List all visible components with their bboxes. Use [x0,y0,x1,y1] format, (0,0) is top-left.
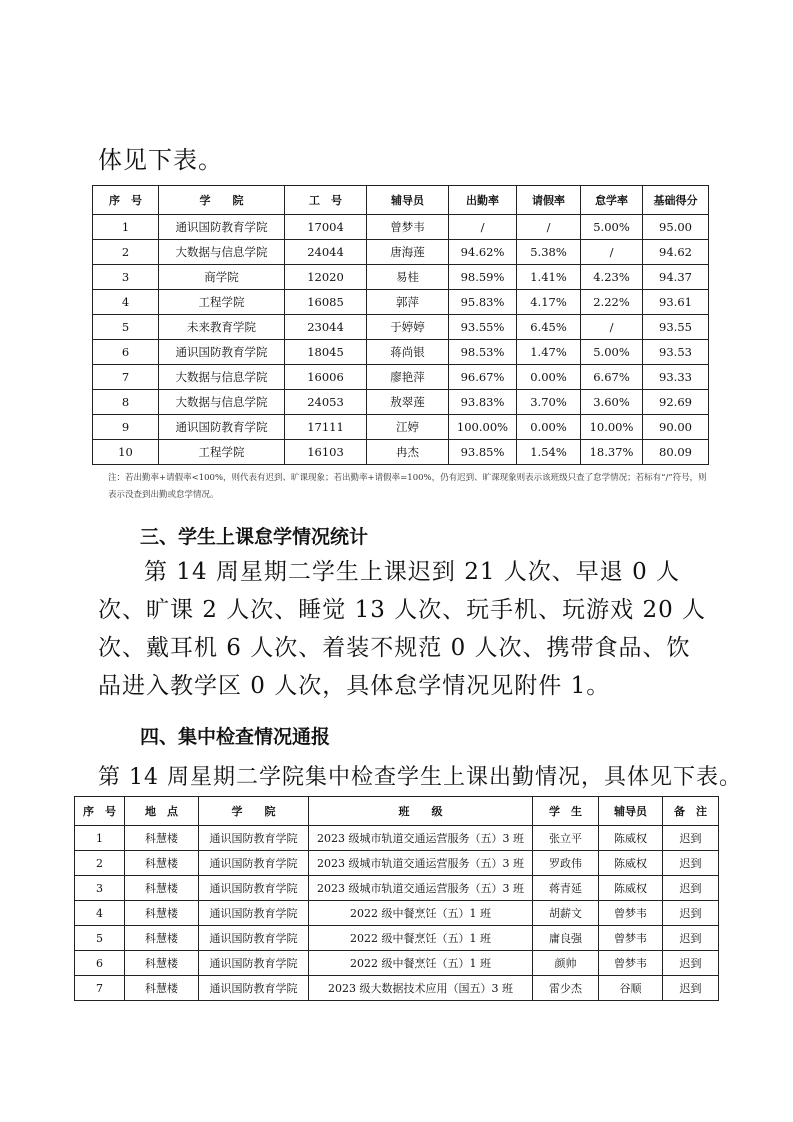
table-cell: 6 [75,951,125,976]
table-header-row [75,797,719,826]
table-cell: 迟到 [663,976,719,1001]
table-cell: 93.53 [643,340,709,365]
table-cell: 1.47% [517,340,581,365]
table-cell: 90.00 [643,415,709,440]
table-cell: 通识国防教育学院 [199,951,309,976]
table-cell: 100.00% [449,415,517,440]
table-cell: 谷顺 [599,976,663,1001]
table-cell: 江婷 [367,415,449,440]
table-cell: 未来教育学院 [159,315,285,340]
table-cell: 曾梦韦 [367,215,449,240]
table-row [75,976,719,1001]
column-header: 工 号 [285,186,367,215]
table-cell: 18045 [285,340,367,365]
table-cell: 科慧楼 [125,976,199,1001]
table-cell: 工程学院 [159,290,285,315]
table-cell: 陈威权 [599,851,663,876]
table-row [93,440,709,465]
table-cell: 23044 [285,315,367,340]
table-row [93,290,709,315]
table-cell: 科慧楼 [125,826,199,851]
table-cell: 迟到 [663,851,719,876]
column-header: 地 点 [125,797,199,826]
table-cell: 2022 级中餐烹饪（五）1 班 [309,926,533,951]
column-header: 序 号 [93,186,159,215]
table-cell: / [517,215,581,240]
table-cell: 通识国防教育学院 [199,826,309,851]
table-cell: 93.83% [449,390,517,415]
table-cell: 5.00% [581,340,643,365]
table-cell: 5.38% [517,240,581,265]
table-cell: 陈威权 [599,826,663,851]
table-cell: 通识国防教育学院 [159,415,285,440]
table-cell: 4.17% [517,290,581,315]
table-cell: 5.00% [581,215,643,240]
table-cell: 93.55 [643,315,709,340]
table-cell: 2023 级城市轨道交通运营服务（五）3 班 [309,851,533,876]
table-cell: 96.67% [449,365,517,390]
table-cell: 通识国防教育学院 [159,215,285,240]
table-cell: 通识国防教育学院 [199,976,309,1001]
table-cell: 2023 级城市轨道交通运营服务（五）3 班 [309,876,533,901]
table-cell: 1 [93,215,159,240]
table-cell: 2.22% [581,290,643,315]
table-cell: 12020 [285,265,367,290]
table-cell: 7 [75,976,125,1001]
column-header: 序 号 [75,797,125,826]
table-cell: 2022 级中餐烹饪（五）1 班 [309,951,533,976]
table-cell: 2 [93,240,159,265]
table-row [75,951,719,976]
table-cell: 9 [93,415,159,440]
table-cell: 3.70% [517,390,581,415]
table-cell: 蒋青延 [533,876,599,901]
table-cell: 0.00% [517,365,581,390]
table-row [75,851,719,876]
table-cell: 冉杰 [367,440,449,465]
table-cell: 曾梦韦 [599,951,663,976]
table-cell: 颜帅 [533,951,599,976]
table-cell: 94.62 [643,240,709,265]
table-cell: 5 [75,926,125,951]
table-cell: 2023 级城市轨道交通运营服务（五）3 班 [309,826,533,851]
table-cell: 4 [93,290,159,315]
table-cell: 6.45% [517,315,581,340]
table-cell: 7 [93,365,159,390]
table-cell: 93.85% [449,440,517,465]
table-cell: 6.67% [581,365,643,390]
table-cell: / [581,315,643,340]
table-cell: 2 [75,851,125,876]
table-cell: 迟到 [663,901,719,926]
inspection-table [74,796,719,1001]
table-cell: 廖艳萍 [367,365,449,390]
section-heading-4: 四、集中检查情况通报 [140,726,331,748]
column-header: 辅导员 [367,186,449,215]
counselor-score-table [92,185,709,465]
table-cell: 科慧楼 [125,851,199,876]
table-cell: 10 [93,440,159,465]
table-cell: 胡薪文 [533,901,599,926]
column-header: 请假率 [517,186,581,215]
table-row [93,340,709,365]
table-row [93,315,709,340]
table-cell: 通识国防教育学院 [199,901,309,926]
table-row [93,415,709,440]
table-cell: 80.09 [643,440,709,465]
table-cell: 易桂 [367,265,449,290]
table-cell: 3 [75,876,125,901]
table-cell: 曾梦韦 [599,926,663,951]
column-header: 辅导员 [599,797,663,826]
table-row [75,826,719,851]
table-row [93,390,709,415]
table-cell: 0.00% [517,415,581,440]
table-cell: 罗政伟 [533,851,599,876]
table-cell: 陈威权 [599,876,663,901]
table-cell: 科慧楼 [125,951,199,976]
table-row [93,215,709,240]
table-cell: 于婷婷 [367,315,449,340]
table-cell: / [581,240,643,265]
table-cell: 10.00% [581,415,643,440]
table-cell: 通识国防教育学院 [199,851,309,876]
table-note: 注：若出勤率+请假率<100%，则代表有迟到、旷课现象；若出勤率+请假率=100%，仍有迟到、旷课现象则表示该班级只查了怠学情况；若标有“/”符号，则表示没查到出勤或怠学情况。 [108,473,707,500]
table-cell: 24053 [285,390,367,415]
table-cell: 8 [93,390,159,415]
table-row [75,901,719,926]
table-header-row [93,186,709,215]
column-header: 班 级 [309,797,533,826]
table-cell: 雷少杰 [533,976,599,1001]
table-cell: 敖翠莲 [367,390,449,415]
column-header: 出勤率 [449,186,517,215]
column-header: 学 院 [159,186,285,215]
table-cell: 郭萍 [367,290,449,315]
section-body-4: 第 14 周星期二学院集中检查学生上课出勤情况，具体见下表。 [98,765,742,790]
table-cell: 98.53% [449,340,517,365]
section-body-3: 第 14 周星期二学生上课迟到 21 人次、早退 0 人次、旷课 2 人次、睡觉 13 人次、玩手机、玩游戏 20 人次、戴耳机 6 人次、着装不规范 0 人次、携带食品、饮品进入教学区 0 人次，具体怠学情况见附件 1。 [98,559,707,699]
table-row [93,265,709,290]
column-header: 基础得分 [643,186,709,215]
table-cell: 93.33 [643,365,709,390]
table-cell: 2022 级中餐烹饪（五）1 班 [309,901,533,926]
table-cell: 曾梦韦 [599,901,663,926]
table-row [75,926,719,951]
table-cell: 1.54% [517,440,581,465]
table-cell: 95.83% [449,290,517,315]
table-cell: 16006 [285,365,367,390]
table-cell: 张立平 [533,826,599,851]
table-cell: 迟到 [663,876,719,901]
column-header: 学 生 [533,797,599,826]
table-cell: 18.37% [581,440,643,465]
table-cell: / [449,215,517,240]
intro-text: 体见下表。 [98,146,223,174]
table-cell: 95.00 [643,215,709,240]
table-cell: 1.41% [517,265,581,290]
table-cell: 通识国防教育学院 [159,340,285,365]
table-cell: 科慧楼 [125,926,199,951]
table-cell: 迟到 [663,926,719,951]
table-cell: 迟到 [663,826,719,851]
section-heading-3: 三、学生上课怠学情况统计 [140,526,369,548]
table-cell: 3 [93,265,159,290]
column-header: 学 院 [199,797,309,826]
table-cell: 16085 [285,290,367,315]
table-cell: 商学院 [159,265,285,290]
table-cell: 93.61 [643,290,709,315]
table-cell: 庸良强 [533,926,599,951]
table-cell: 2023 级大数据技术应用（国五）3 班 [309,976,533,1001]
table-cell: 科慧楼 [125,876,199,901]
table-cell: 92.69 [643,390,709,415]
table-cell: 唐海莲 [367,240,449,265]
table-cell: 大数据与信息学院 [159,365,285,390]
table-row [93,240,709,265]
table-row [93,365,709,390]
table-cell: 1 [75,826,125,851]
table-cell: 科慧楼 [125,901,199,926]
table-cell: 6 [93,340,159,365]
table-cell: 通识国防教育学院 [199,926,309,951]
table-cell: 24044 [285,240,367,265]
column-header: 怠学率 [581,186,643,215]
table-cell: 蒋尚银 [367,340,449,365]
table-cell: 16103 [285,440,367,465]
table-cell: 93.55% [449,315,517,340]
table-cell: 17004 [285,215,367,240]
table-cell: 5 [93,315,159,340]
table-cell: 94.37 [643,265,709,290]
table-row [75,876,719,901]
table-cell: 3.60% [581,390,643,415]
table-cell: 98.59% [449,265,517,290]
table-cell: 4.23% [581,265,643,290]
table-cell: 94.62% [449,240,517,265]
table-cell: 17111 [285,415,367,440]
table-cell: 工程学院 [159,440,285,465]
table-cell: 4 [75,901,125,926]
table-cell: 大数据与信息学院 [159,390,285,415]
table-cell: 通识国防教育学院 [199,876,309,901]
table-cell: 迟到 [663,951,719,976]
column-header: 备 注 [663,797,719,826]
table-cell: 大数据与信息学院 [159,240,285,265]
